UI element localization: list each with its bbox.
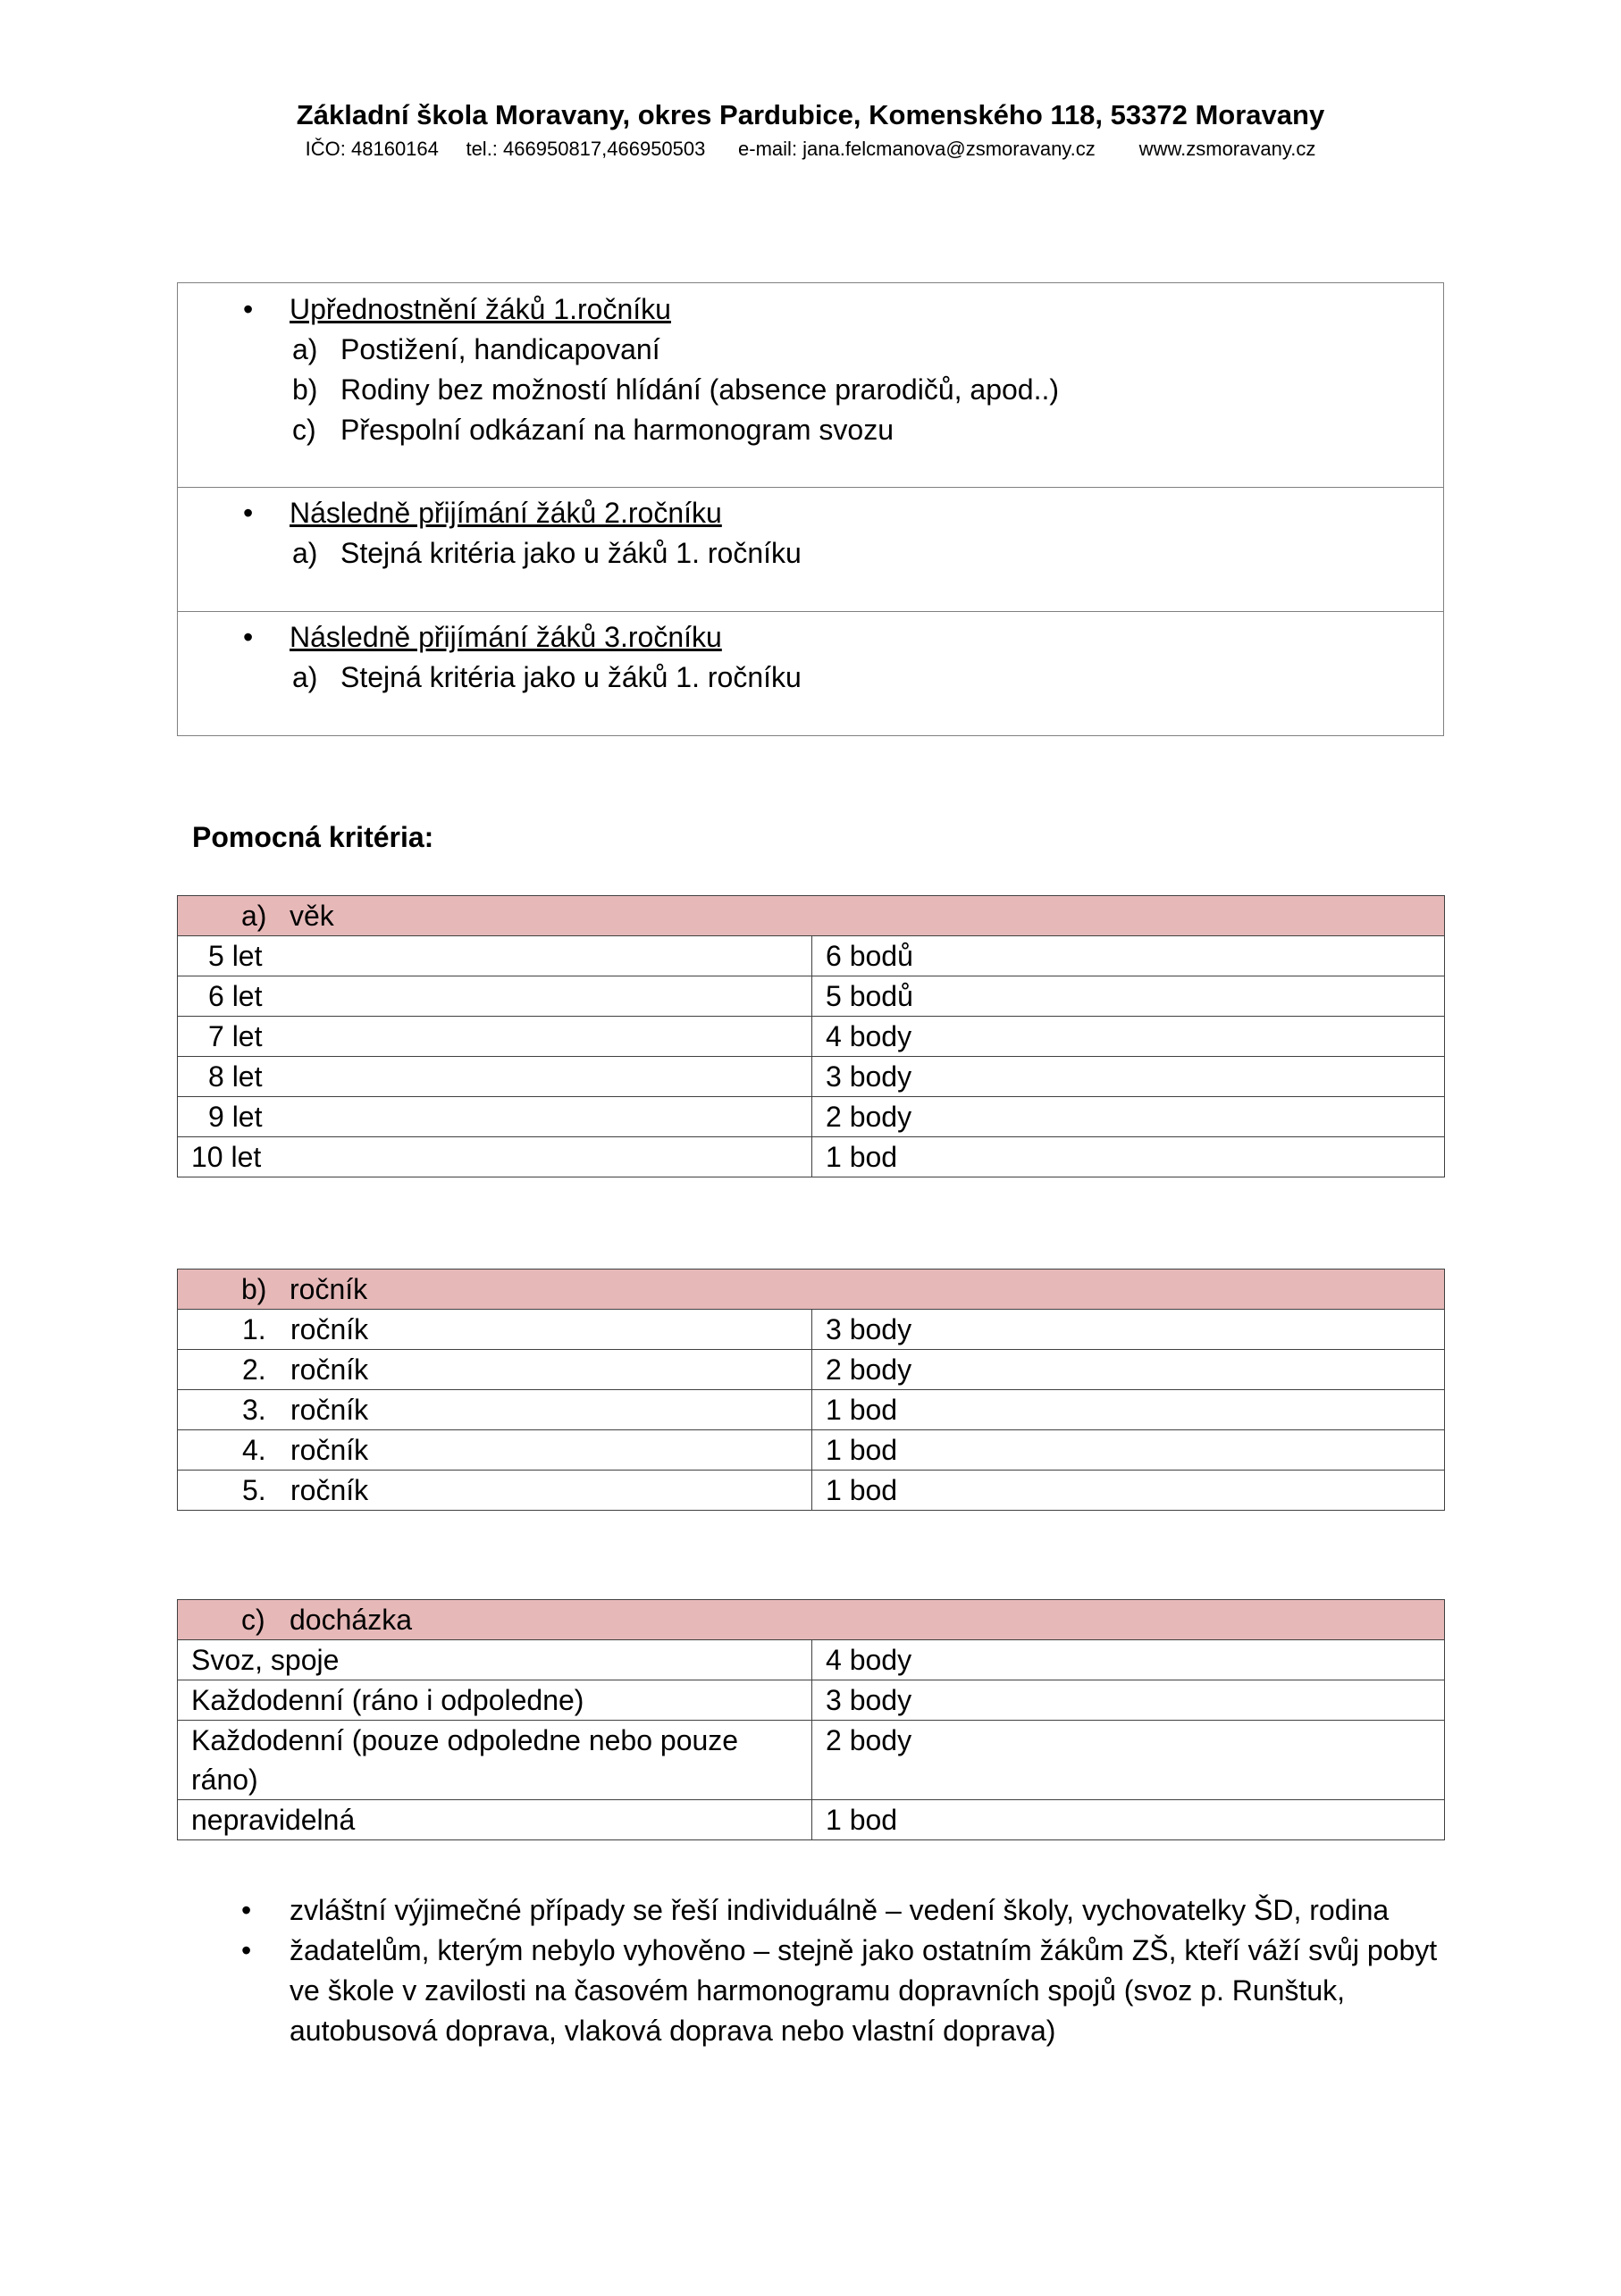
criteria-title: Upřednostnění žáků 1.ročníku [290, 293, 671, 325]
criteria-item: a) Postižení, handicapovaní [292, 333, 660, 365]
table-row: 4. ročník 1 bod [178, 1430, 1445, 1471]
criteria-item: b) Rodiny bez možností hlídání (absence prarodičů, apod..) [292, 373, 1060, 406]
criteria-item: c) Přespolní odkázaní na harmonogram svozu [292, 414, 894, 446]
table-header-cell: c) docházka [178, 1600, 1445, 1640]
criteria-section-grade-1 [178, 283, 1443, 488]
table-header-row [178, 1600, 1445, 1640]
grade-criteria-table [177, 1269, 1445, 1511]
list-item: • zvláštní výjimečné případy se řeší individuálně – vedení školy, vychovatelky ŠD, rodina [241, 1890, 1439, 1931]
bullet-icon: • [241, 1894, 252, 1926]
table-row: 5 let 6 bodů [178, 936, 1445, 976]
criteria-item: a) Stejná kritéria jako u žáků 1. ročníku [292, 537, 802, 569]
list-item: • žadatelům, kterým nebylo vyhověno – stejně jako ostatním žákům ZŠ, kteří váží svůj pobyt ve škole v zavilosti na časovém harmonogramu dopravních spojů (svoz p. Runštuk, autobusová doprava, vlaková doprava nebo vlastní doprava) [241, 1931, 1439, 2051]
criteria-section-grade-2 [178, 488, 1443, 612]
table-row: 9 let 2 body [178, 1097, 1445, 1137]
table-row: Každodenní (pouze odpoledne nebo pouze ráno) 2 body [178, 1721, 1445, 1800]
criteria-title: Následně přijímání žáků 3.ročníku [290, 621, 722, 653]
age-criteria-table [177, 895, 1445, 1177]
bullet-icon: • [243, 621, 254, 653]
school-name: Základní škola Moravany, okres Pardubice, Komenského 118, 53372 Moravany [296, 99, 1325, 130]
notes-list [241, 1890, 1439, 2051]
table-row: 2. ročník 2 body [178, 1350, 1445, 1390]
table-row: nepravidelná 1 bod [178, 1800, 1445, 1840]
priority-criteria-box [177, 282, 1444, 736]
school-contact: IČO: 48160164 tel.: 466950817,466950503 e-mail: jana.felcmanova@zsmoravany.cz www.zsmoravany.cz [305, 138, 1316, 160]
table-row: 8 let 3 body [178, 1057, 1445, 1097]
table-row: 7 let 4 body [178, 1017, 1445, 1057]
table-header-cell: a) věk [178, 896, 1445, 936]
table-row: 3. ročník 1 bod [178, 1390, 1445, 1430]
table-row: Svoz, spoje 4 body [178, 1640, 1445, 1680]
attendance-criteria-table [177, 1599, 1445, 1840]
table-row: 5. ročník 1 bod [178, 1471, 1445, 1511]
bullet-icon: • [243, 293, 254, 325]
letterhead [0, 96, 1621, 164]
bullet-icon: • [241, 1934, 252, 1966]
table-row: 6 let 5 bodů [178, 976, 1445, 1017]
bullet-icon: • [243, 497, 254, 529]
criteria-item: a) Stejná kritéria jako u žáků 1. ročníku [292, 661, 802, 693]
aux-criteria-heading: Pomocná kritéria: [192, 821, 434, 853]
table-row: Každodenní (ráno i odpoledne) 3 body [178, 1680, 1445, 1721]
criteria-title: Následně přijímání žáků 2.ročníku [290, 497, 722, 529]
table-header-row [178, 1270, 1445, 1310]
table-row: 10 let 1 bod [178, 1137, 1445, 1177]
table-header-row [178, 896, 1445, 936]
table-row: 1. ročník 3 body [178, 1310, 1445, 1350]
criteria-section-grade-3 [178, 612, 1443, 735]
table-header-cell: b) ročník [178, 1270, 1445, 1310]
